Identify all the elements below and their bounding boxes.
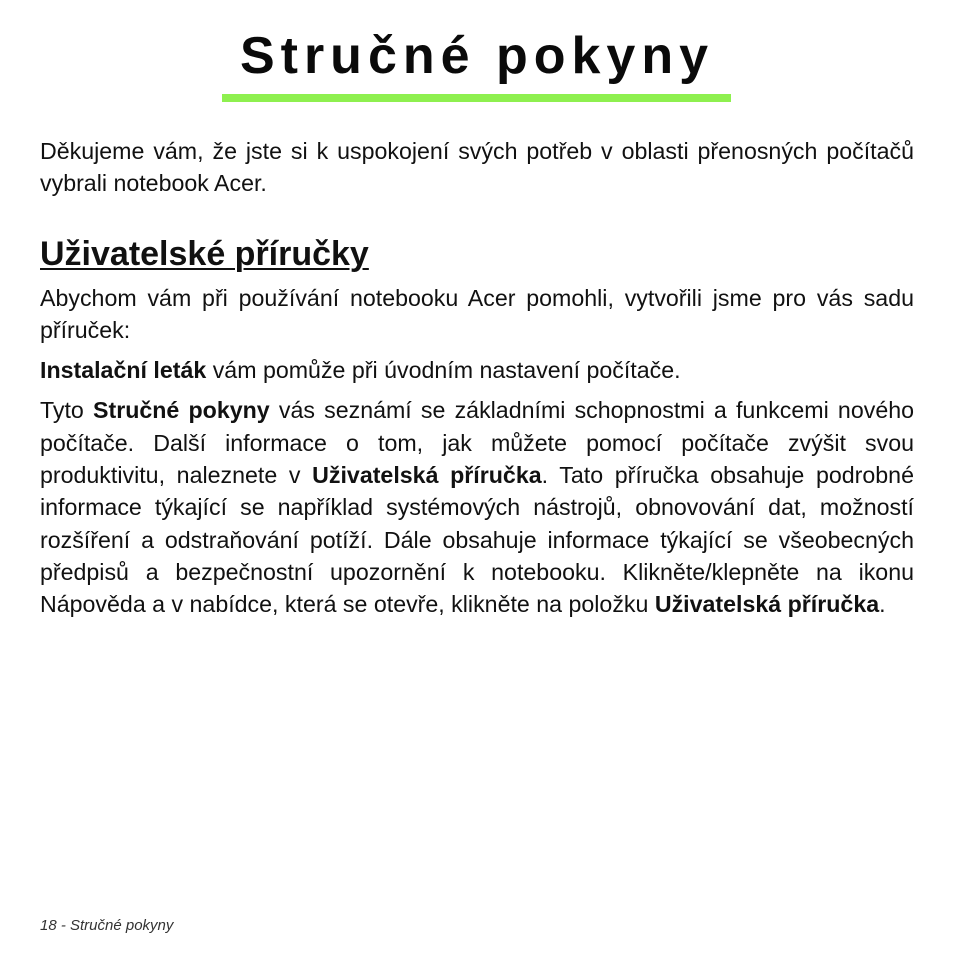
page-footer: 18 - Stručné pokyny [40, 917, 174, 934]
intro-paragraph: Děkujeme vám, že jste si k uspokojení svých potřeb v oblasti přenosných počítačů vybrali notebook Acer. [40, 138, 914, 197]
section-paragraph-2 [40, 354, 914, 386]
paragraph-3-text-2: vás seznámí se základními schopnostmi a funkcemi nového počítače. Další informace o tom, jak můžete pomocí počítače zvýšit svou produktivitu, naleznete v [40, 397, 915, 489]
bold-term-user-manual-item: Uživatelská příručka [654, 591, 880, 618]
section-paragraph-1: Abychom vám při používání notebooku Acer pomohli, vytvořili jsme pro vás sadu příruček: [40, 284, 914, 343]
paragraph-3-text-3: . Tato příručka obsahuje podrobné informace týkající se například systémových nástrojů, obnovování dat, možností rozšíření a odstraňování potíží. Dále obsahuje informace týkající se všeobecných předpisů a bezpečnostní upozornění k notebooku. Klikněte/klepněte na ikonu Nápověda a v nabídce, která se otevře, klikněte na položku [40, 462, 914, 618]
bold-term-quick-guide: Stručné pokyny [93, 397, 270, 424]
paragraph-2-text: vám pomůže při úvodním nastavení počítače. [206, 357, 681, 384]
page-content [40, 135, 914, 621]
section-paragraph-3 [40, 394, 914, 620]
bold-term-installation-leaflet: Instalační leták [40, 357, 207, 384]
paragraph-3-text-4: . [879, 591, 886, 618]
bold-term-user-manual: Uživatelská příručka [312, 462, 542, 489]
page-title: Stručné pokyny [239, 27, 715, 85]
title-underline-bar [222, 94, 731, 102]
paragraph-3-text-1: Tyto [40, 397, 93, 424]
section-heading: Uživatelské příručky [40, 234, 369, 273]
